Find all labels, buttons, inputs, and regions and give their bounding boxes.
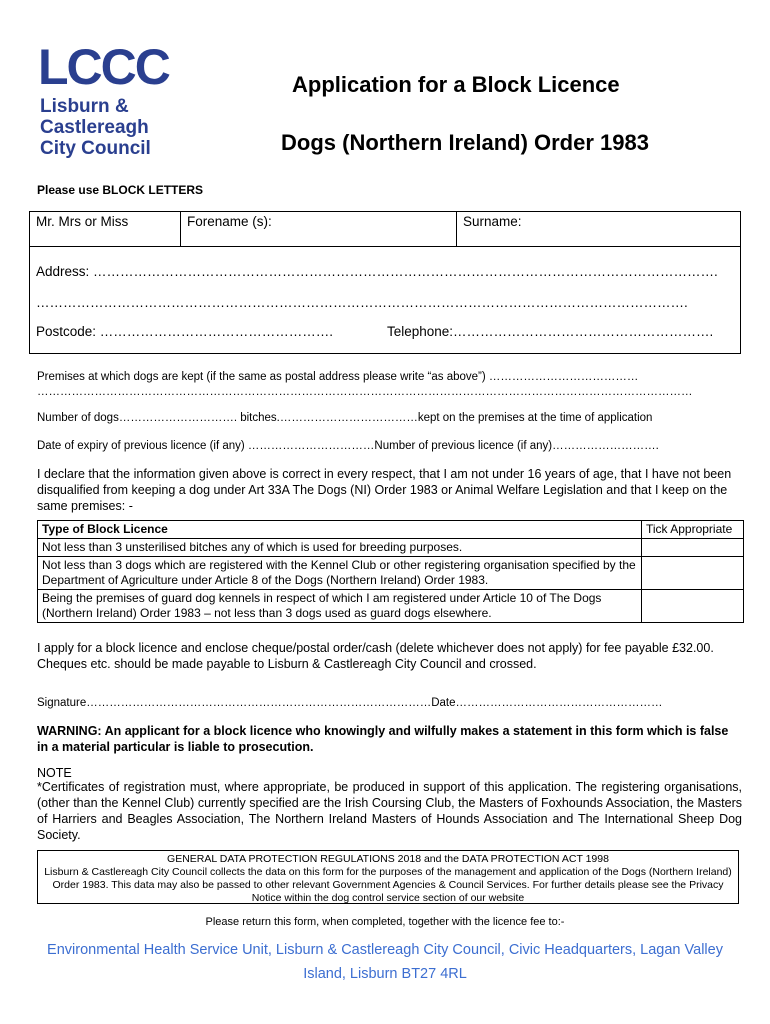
licence-type-table xyxy=(37,520,744,623)
premises-field-line1[interactable]: Premises at which dogs are kept (if the same as postal address please write “as above”) ………………………………… xyxy=(37,371,639,383)
gdpr-text: Lisburn & Castlereagh City Council collects the data on this form for the purposes of the management and application of the Dogs (Northern Ireland) Order 1983. This data may also be passed to other relevant Government Agencies & Council Services. For further details please see the Privacy Notice within the dog control service section of our website xyxy=(44,866,732,904)
table-row xyxy=(38,539,744,557)
personal-details-box xyxy=(29,211,741,354)
contact-address-line2: Island, Lisburn BT27 4RL xyxy=(303,966,467,982)
telephone-field[interactable]: Telephone:…………………………………………………. xyxy=(387,324,714,339)
contact-address-line1: Environmental Health Service Unit, Lisburn & Castlereagh City Council, Civic Headquarters, Lagan Valley xyxy=(47,942,723,958)
address-field-line2[interactable]: ………………………………………………………………………………………………………………………………. xyxy=(36,295,688,310)
council-logo xyxy=(38,44,208,164)
title-field[interactable] xyxy=(30,212,180,246)
logo-letters: LCCC xyxy=(38,44,169,88)
number-of-dogs-field[interactable]: Number of dogs…………………………. bitches.………………………………kept on the premises at the time of application xyxy=(37,412,653,424)
gdpr-notice-box xyxy=(37,850,739,904)
licence-option-1: Not less than 3 unsterilised bitches any of which is used for breeding purposes. xyxy=(38,539,642,557)
tick-box-2[interactable] xyxy=(642,557,744,590)
postcode-field[interactable]: Postcode: ……………………………………………. xyxy=(36,324,334,339)
table-header-row xyxy=(38,521,744,539)
return-instruction: Please return this form, when completed, together with the licence fee to:- xyxy=(205,916,565,928)
surname-field[interactable] xyxy=(456,212,740,246)
header-tick: Tick Appropriate xyxy=(642,521,744,539)
lccc-logo-mark xyxy=(38,44,198,88)
note-text: *Certificates of registration must, where appropriate, be produced in support of this application. The registering organisations, (other than the Kennel Club) currently specified are the Irish Coursing Club, the Masters of Foxhounds Association, the Masters of Harriers and Beagles Association, The Northern Ireland Masters of Hounds Association and The International Sheep Dog Society. xyxy=(37,780,742,842)
note-heading: NOTE xyxy=(37,766,72,780)
declaration-text: I declare that the information given above is correct in every respect, that I am not under 16 years of age, that I have not been disqualified from keeping a dog under Art 33A The Dogs (NI) Order 1983 or Animal Welfare Legislation and that I keep on the same premises: - xyxy=(37,467,732,513)
logo-line2: Castlereagh xyxy=(40,117,149,138)
fee-text: I apply for a block licence and enclose cheque/postal order/cash (delete whichever does not apply) for fee payable £32.00. Cheques etc. should be made payable to Lisburn & Castlereagh City Council and crossed. xyxy=(37,641,714,671)
tick-box-3[interactable] xyxy=(642,590,744,623)
table-row xyxy=(38,557,744,590)
surname-label: Surname: xyxy=(463,214,522,229)
table-row xyxy=(38,590,744,623)
forename-field[interactable] xyxy=(180,212,456,246)
form-title: Application for a Block Licence xyxy=(292,72,620,97)
tick-box-1[interactable] xyxy=(642,539,744,557)
title-label: Mr. Mrs or Miss xyxy=(36,214,129,229)
address-field-line1[interactable]: Address: …………………………………………………………………………………………………………………………. xyxy=(36,264,718,279)
warning-text: WARNING: An applicant for a block licence who knowingly and wilfully makes a statement in this form which is false in a material particular is liable to prosecution. xyxy=(37,724,729,754)
premises-field-line2[interactable]: ……………………………………………………………………………………………………………………………………………………… xyxy=(37,386,693,398)
block-letters-instruction: Please use BLOCK LETTERS xyxy=(37,183,204,197)
form-subtitle: Dogs (Northern Ireland) Order 1983 xyxy=(281,130,649,155)
logo-line3: City Council xyxy=(40,138,151,159)
licence-option-3: Being the premises of guard dog kennels in respect of which I am registered under Article 10 of The Dogs (Northern Ireland) Order 1983 – not less than 3 dogs used as guard dogs elsewhere. xyxy=(38,590,642,623)
licence-option-2: Not less than 3 dogs which are registered with the Kennel Club or other registering organisation specified by the Department of Agriculture under Article 8 of the Dogs (Northern Ireland) Order 1983. xyxy=(38,557,642,590)
forename-label: Forename (s): xyxy=(187,214,272,229)
previous-licence-field[interactable]: Date of expiry of previous licence (if any) ……………………………Number of previous licence (if any)………………………. xyxy=(37,440,659,452)
gdpr-heading: GENERAL DATA PROTECTION REGULATIONS 2018 and the DATA PROTECTION ACT 1998 xyxy=(167,853,609,865)
logo-line1: Lisburn & xyxy=(40,96,129,117)
signature-date-field[interactable]: Signature………………………………………………………………………………Date……………………………………………… xyxy=(37,697,663,709)
header-type: Type of Block Licence xyxy=(38,521,642,539)
